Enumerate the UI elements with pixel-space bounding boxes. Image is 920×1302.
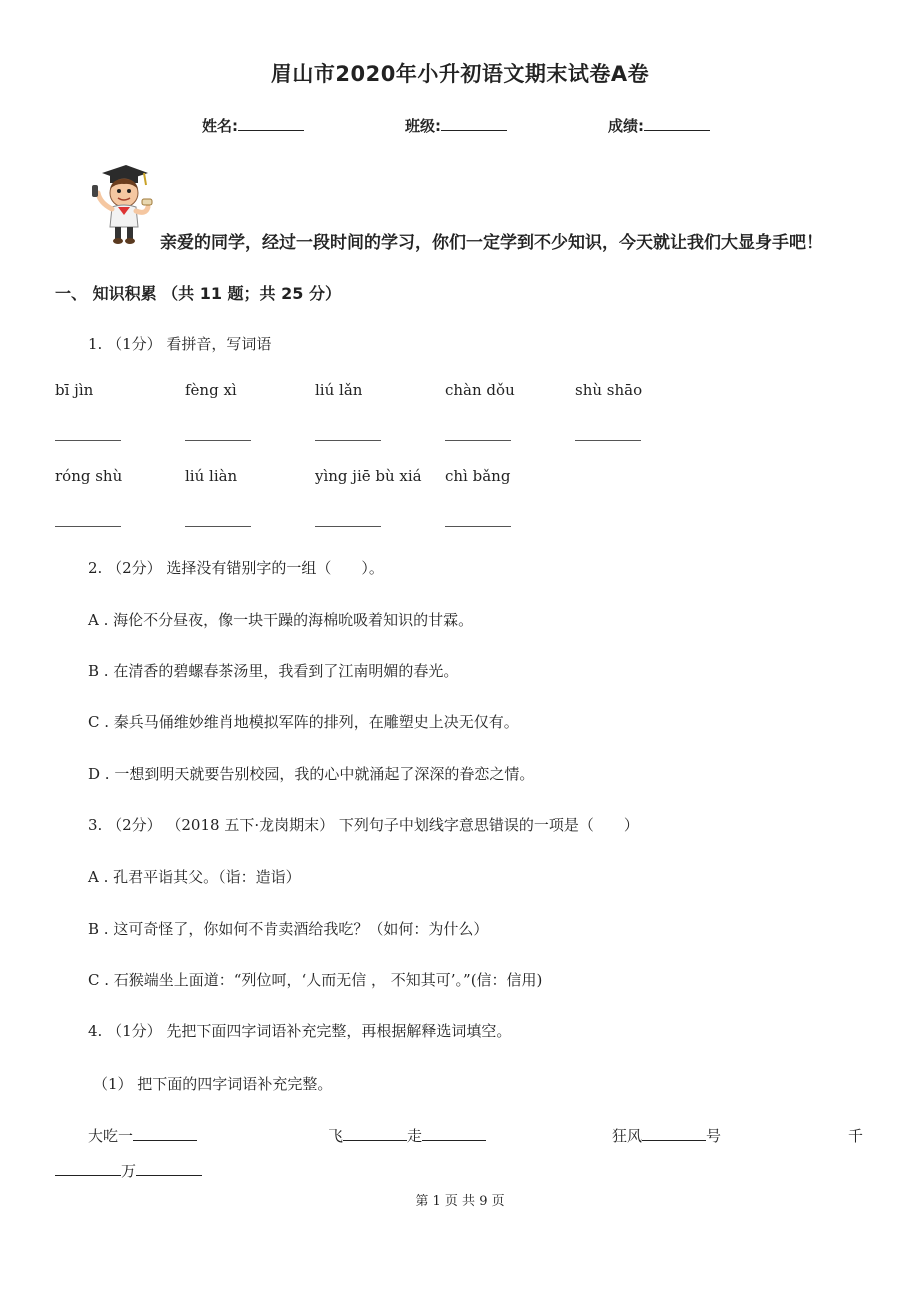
pinyin-item: fèng xì <box>185 381 237 399</box>
pinyin-item: chàn dǒu <box>445 381 515 399</box>
question-1-stem: 1. （1分） 看拼音，写词语 <box>88 335 272 353</box>
answer-blank[interactable] <box>133 1126 197 1141</box>
question-2-stem: 2. （2分） 选择没有错别字的一组（ ）。 <box>88 559 384 577</box>
idiom-text: 号 <box>706 1127 722 1145</box>
answer-blank[interactable] <box>136 1161 202 1176</box>
idiom-fill-4 <box>55 1160 202 1181</box>
idiom-text: 千 <box>848 1127 864 1145</box>
name-field <box>202 115 304 136</box>
name-label: 姓名: <box>202 117 238 135</box>
page-footer: 第 1 页 共 9 页 <box>415 1194 505 1209</box>
pinyin-item: shù shāo <box>575 381 643 399</box>
pinyin-item: bī jìn <box>55 381 94 399</box>
class-field <box>405 115 507 136</box>
student-mascot-icon <box>88 163 154 245</box>
pinyin-item: chì bǎng <box>445 467 511 485</box>
section-heading: 一、 知识积累 （共 11 题；共 25 分） <box>55 284 341 303</box>
pinyin-item: yìng jiē bù xiá <box>315 467 422 485</box>
class-blank[interactable] <box>441 116 507 131</box>
pinyin-item: liú liàn <box>185 467 238 485</box>
idiom-text: 大吃一 <box>88 1127 134 1145</box>
pinyin-item: róng shù <box>55 467 123 485</box>
class-label: 班级: <box>405 117 441 135</box>
option-d[interactable]: D . 一想到明天就要告别校园，我的心中就涌起了深深的眷恋之情。 <box>88 765 535 783</box>
answer-blank[interactable] <box>445 526 511 527</box>
option-c[interactable]: C . 秦兵马俑维妙维肖地模拟军阵的排列，在雕塑史上决无仅有。 <box>88 713 519 731</box>
score-label: 成绩: <box>608 117 644 135</box>
option-a[interactable]: A . 海伦不分昼夜，像一块干躁的海棉吮吸着知识的甘霖。 <box>88 611 474 629</box>
option-b[interactable]: B . 在清香的碧螺春茶汤里，我看到了江南明媚的春光。 <box>88 662 459 680</box>
answer-blank[interactable] <box>642 1126 706 1141</box>
question-4-stem: 4. （1分） 先把下面四字词语补充完整，再根据解释选词填空。 <box>88 1022 512 1040</box>
answer-blank[interactable] <box>185 440 251 441</box>
page-title: 眉山市2020年小升初语文期末试卷A卷 <box>270 62 650 86</box>
answer-blank[interactable] <box>343 1126 407 1141</box>
idiom-fill-3 <box>612 1125 721 1146</box>
name-blank[interactable] <box>238 116 304 131</box>
answer-blank[interactable] <box>315 526 381 527</box>
greeting-text: 亲爱的同学，经过一段时间的学习，你们一定学到不少知识，今天就让我们大显身手吧！ <box>160 233 823 253</box>
idiom-text: 狂风 <box>612 1127 643 1145</box>
sub-question-1: （1） 把下面的四字词语补充完整。 <box>93 1075 333 1093</box>
idiom-text: 飞 <box>328 1127 344 1145</box>
answer-blank[interactable] <box>315 440 381 441</box>
option-b[interactable]: B . 这可奇怪了，你如何不肯卖酒给我吃？（如何：为什么） <box>88 920 489 938</box>
answer-blank[interactable] <box>55 440 121 441</box>
idiom-fill-1 <box>88 1125 197 1146</box>
answer-blank[interactable] <box>55 1161 121 1176</box>
answer-blank[interactable] <box>575 440 641 441</box>
pinyin-item: liú lǎn <box>315 381 363 399</box>
answer-blank[interactable] <box>55 526 121 527</box>
question-3-stem: 3. （2分） （2018 五下·龙岗期末） 下列句子中划线字意思错误的一项是（ ） <box>88 816 639 834</box>
option-c[interactable]: C . 石猴端坐上面道：“列位呵，‘人而无信 ， 不知其可’。”(信：信用) <box>88 971 543 989</box>
answer-blank[interactable] <box>445 440 511 441</box>
score-field <box>608 115 710 136</box>
idiom-text: 万 <box>121 1162 137 1180</box>
answer-blank[interactable] <box>185 526 251 527</box>
idiom-text: 走 <box>407 1127 423 1145</box>
answer-blank[interactable] <box>422 1126 486 1141</box>
idiom-fill-2 <box>328 1125 486 1146</box>
option-a[interactable]: A . 孔君平诣其父。（诣：造诣） <box>88 868 301 886</box>
score-blank[interactable] <box>644 116 710 131</box>
